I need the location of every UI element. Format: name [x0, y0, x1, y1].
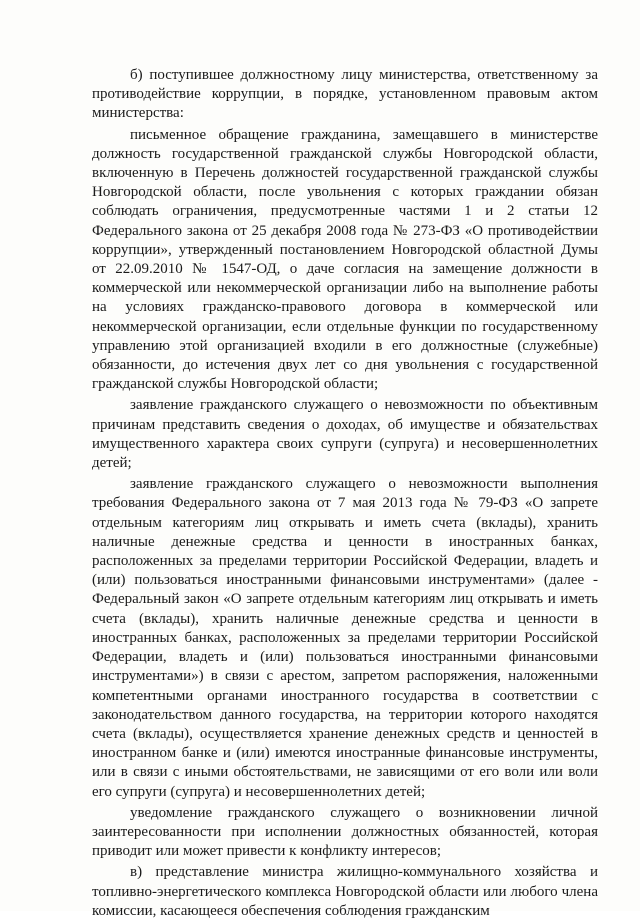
- paragraph-v-representation: в) представление министра жилищно-коммунального хозяйства и топливно-энергетического комплекса Новгородской области или любого члена комиссии, касающееся обеспечения соблюдения гражданским: [92, 864, 598, 919]
- document-body: [92, 66, 598, 921]
- paragraph-b-intro: б) поступившее должностному лицу министерства, ответственному за противодействие коррупции, в порядке, установленном правовым актом министерства:: [92, 67, 598, 122]
- paragraph-income-statement: заявление гражданского служащего о невозможности по объективным причинам представить сведения о доходах, об имуществе и обязательствах имущественного характера своих супруги (супруга) и несовершеннолетних детей;: [92, 397, 598, 472]
- paragraph-foreign-accounts: заявление гражданского служащего о невозможности выполнения требования Федерального закона от 7 мая 2013 года № 79-ФЗ «О запрете отдельным категориям лиц открывать и иметь счета (вклады), хранить наличные денежные средства и ценности в иностранных банках, расположенных за пределами территории Российской Федерации, владеть и (или) пользоваться иностранными финансовыми инструментами» (далее - Федеральный закон «О запрете отдельным категориям лиц открывать и иметь счета (вклады), хранить наличные денежные средства и ценности в иностранных банках, расположенных за пределами территории Российской Федерации, владеть и (или) пользоваться иностранными финансовыми инструментами») в связи с арестом, запретом распоряжения, наложенными компетентными органами иностранного государства в соответствии с законодательством данного государства, на территории которого находятся счета (вклады), осуществляется хранение денежных средств и ценностей в иностранном банке и (или) имеются иностранные финансовые инструменты, или в связи с иными обстоятельствами, не зависящими от его воли или воли его супруги (супруга) и несовершеннолетних детей;: [92, 476, 598, 800]
- paragraph-conflict-notice: уведомление гражданского служащего о возникновении личной заинтересованности при исполнении должностных обязанностей, которая приводит или может привести к конфликту интересов;: [92, 804, 598, 860]
- paragraph-written-appeal: письменное обращение гражданина, замещавшего в министерстве должность государственной гражданской службы Новгородской области, включенную в Перечень должностей государственной гражданской службы Новгородской области, после увольнения с которых граждании обязан соблюдать ограничения, предусмотренные частями 1 и 2 статьи 12 Федерального закона от 25 декабря 2008 года № 273-ФЗ «О противодействии коррупции», утвержденный постановлением Новгородской областной Думы от 22.09.2010 № 1547-ОД, о даче согласия на замещение должности в коммерческой или некоммерческой организации либо на выполнение работы на условиях гражданско-правового договора в коммерческой или некоммерческой организации, если отдельные функции по государственному управлению этой организацией входили в его должностные (служебные) обязанности, до истечения двух лет со дня увольнения с государственной гражданской службы Новгородской области;: [92, 126, 598, 393]
